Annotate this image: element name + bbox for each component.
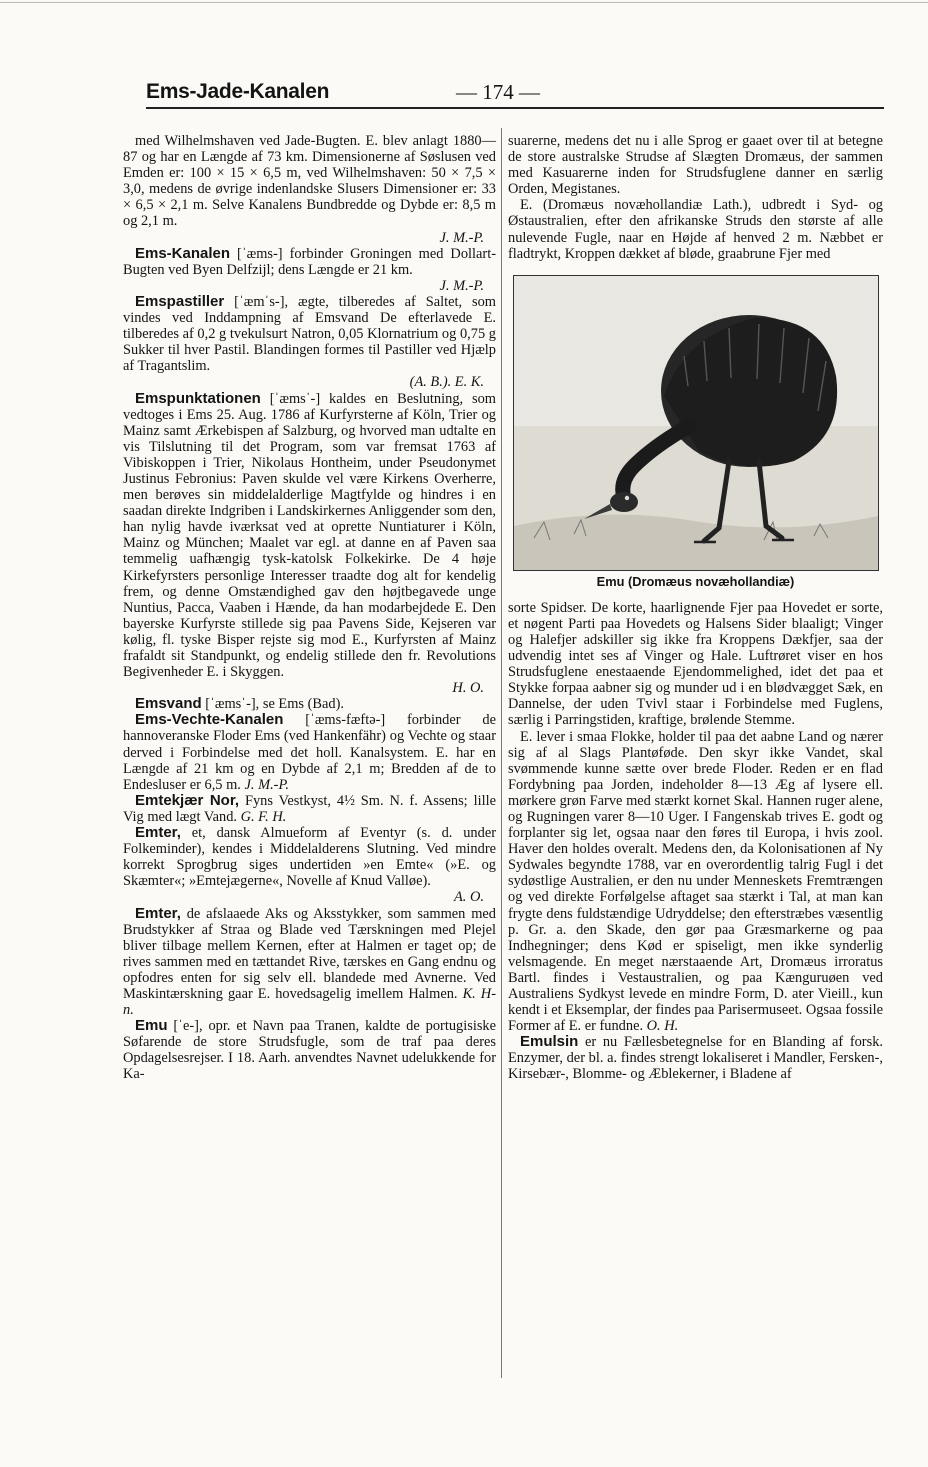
- entry-signature: (A. B.). E. K.: [409, 374, 484, 391]
- entry-paragraph: [123, 712, 496, 792]
- entry-paragraph: [508, 729, 883, 1035]
- entry-signature: G. F. H.: [237, 808, 287, 825]
- entry-headword: Emtekjær Nor,: [135, 791, 240, 809]
- left-column: [123, 133, 496, 1083]
- entry-text: sorte Spidser. De korte, haarlignende Fjer paa Hovedet er sorte, et nøgent Parti paa Hovedets og Halsens Sider blaaligt; Vinger og Halefjer adskiller sig ikke fra Kroppens Dækfjer, saa der udvendig intet ses af Vinger og Hale. Luftrøret viser en hos Strudsfuglene enestaaende Ejendommelighed, idet det paa et Stykke forpaa aabner sig og munder ud i en blødvægget Sæk, en Dannelse, der uden Tvivl staar i Forbindelse med Fuglens, særlig i Parringstiden, kraftige, brølende Stemme.: [508, 599, 883, 729]
- page-header: [146, 80, 884, 110]
- entry-text: med Wilhelmshaven ved Jade-Bugten. E. blev anlagt 1880—87 og har en Længde af 73 km. Dimensionerne af Søslusen ved Emden er: 100 × 15 × 6,5 m, ved Wilhelmshaven: 50 × 7,5 × 3,0, medens de øvrige indenlandske Slusers Dimensioner er: 33 × 6,5 × 2,1 m. Selve Kanalens Bundbredde og Dybde er: 8,5 m og 2,1 m.: [123, 133, 496, 230]
- entry-headword: Emspastiller: [135, 292, 225, 310]
- top-edge-rule: [0, 2, 928, 3]
- entry-headword: Ems-Kanalen: [135, 244, 231, 262]
- entry-headword: Ems-Vechte-Kanalen: [135, 711, 284, 729]
- entry-paragraph: [508, 600, 883, 729]
- right-column-bottom: [508, 600, 883, 1083]
- caption-text: Emu (Dromæus novæhollandiæ): [596, 573, 795, 589]
- entry-paragraph: [123, 793, 496, 825]
- entry-signature: H. O.: [452, 680, 484, 697]
- entry-paragraph: [123, 825, 496, 905]
- entry-text: [ˈæms-] forbinder Groningen med Dollart-Bugten ved Byen Delfzijl; dens Længde er 21 km.: [123, 245, 496, 278]
- entry-text: E. (Dromæus novæhollandiæ Lath.), udbredt i Syd- og Østaustralien, efter den afrikanske Struds den største af alle nulevende Fugle, naar en Højde af henved 2 m. Næbbet er fladtrykt, Kroppen dækket af bløde, graabrune Fjer med: [508, 197, 883, 262]
- entry-paragraph: [508, 1034, 883, 1082]
- emu-illustration: [513, 275, 879, 571]
- entry-paragraph: [123, 906, 496, 1019]
- entry-signature: O. H.: [643, 1018, 679, 1035]
- entry-paragraph: [123, 246, 496, 294]
- entry-signature: J. M.-P.: [439, 229, 484, 246]
- entry-headword: Emter,: [135, 824, 181, 842]
- right-column-top: [508, 133, 883, 262]
- entry-text: [ˈæmˈs-], ægte, tilberedes af Saltet, som vindes ved Inddampning af Emsvand De efterlavede E. tilberedes af 0,2 g tvekulsurt Natron, 0,05 Klornatrium og 0,75 g Sukker til hver Pastil. Blandingen formes til Pastiller ved Hjælp af Tragantslim.: [123, 293, 496, 375]
- entry-paragraph: [123, 294, 496, 391]
- entry-paragraph: [123, 1018, 496, 1082]
- entry-signature: K. H-n.: [123, 985, 496, 1019]
- entry-text: Fyns Vestkyst, 4½ Sm. N. f. Assens; lille Vig med lægt Vand.: [123, 792, 496, 825]
- entry-headword: Emspunktationen: [135, 389, 261, 407]
- entry-headword: Emulsin: [520, 1033, 579, 1051]
- entry-headword: Emter,: [135, 904, 181, 922]
- entry-headword: Emu: [135, 1017, 168, 1035]
- entry-text: suarerne, medens det nu i alle Sprog er gaaet over til at betegne de store australske Strudse af Slægten Dromæus, der sammen med Kasuarerne inden for Strudsfuglene danner en særlig Orden, Megistanes.: [508, 133, 883, 198]
- figure-caption: [508, 574, 883, 589]
- page-number: — 174 —: [456, 80, 540, 104]
- header-rule: [146, 107, 884, 109]
- running-head-title: Ems-Jade-Kanalen: [146, 80, 330, 103]
- entry-paragraph: [508, 133, 883, 197]
- entry-text: et, dansk Almueform af Eventyr (s. d. under Folkeminder), kendes i Middelalderens Slutning. Ved mindre korrekt Sprogbrug siges undertiden »en Emte« (»E. og Skæmter«; »Emtejægerne«, Novelle af Knud Valløe).: [123, 825, 496, 890]
- entry-headword: Emsvand: [135, 695, 202, 713]
- entry-text: [ˈæms-fæftə-] forbinder de hannoveranske Floder Ems (ved Hankenfähr) og Vechte og staar derved i Forbindelse med det holl. Kanalsystem. E. har en Længde af 21 km og en Dybde af 2,1 m; Bredden af de to Endesluser er 6,5 m.: [123, 712, 496, 793]
- entry-text: de afslaaede Aks og Aksstykker, som sammen med Brudstykker af Straa og Blade ved Tærskningen med Plejel bliver tilbage mellem Kernen, efter at Halmen er taget op; de rives sammen med en tættandet Rive, tærskes en Gang endnu og opfodres enten for sig selv ell. blandede med Avnerne. Ved Maskintærskning gaar E. hovedsagelig imellem Halmen.: [123, 905, 496, 1002]
- entry-paragraph: [123, 696, 496, 712]
- entry-text: E. lever i smaa Flokke, holder til paa det aabne Land og nærer sig af al Slags Plantøføde. Den skyr ikke Vandet, skal svømmende kunne sætte over brede Floder. Reden er en flad Fordybning paa Jorden, indeholder 8—13 Æg af lysere ell. mørkere grøn Farve med stærkt kornet Skal. Hannen ruger alene, og Rugningen varer 8—10 Uger. I Fangenskab trives E. godt og forplanter sig let, ogsaa naar den føres til Europa, i hvis zool. Haver den holdes overalt. Medens den, da Kolonisationen af Ny Sydwales begyndte 1788, var en overordentlig talrig Fugl i det sydøstlige Australien, er den nu under Menneskets Fremtrængen og ved direkte Forfølgelse aftaget saa stærkt i Tal, at man kan frygte dens fuldstændige Udryddelse; den efterstræbes væsentlig p. Gr. a. den Skade, den gør paa Græsmarkerne og paa Indhegninger; dens Kød er spiseligt, men ikke synderlig velsmagende. En meget nærstaaende Art, Dromæus irroratus Bartl. findes i Vestaustralien, og paa Kænguruøen ved Australiens Sydkyst levede en mindre Form, D. ater Vieill., kun kendt i et Eksemplar, der findes paa Parisermuseet. Ogsaa fossile Former af E. er fundne.: [508, 728, 883, 1035]
- entry-text: [ˈe-], opr. et Navn paa Tranen, kaldte de portugisiske Søfarende de store Strudsfugle, som de traf paa deres Opdagelsesrejser. I 18. Aarh. anvendtes Navnet udelukkende for Ka-: [123, 1018, 496, 1083]
- right-column: [508, 133, 883, 1083]
- entry-signature: J. M.-P.: [240, 776, 289, 793]
- entry-paragraph: [123, 391, 496, 697]
- entry-text: [ˈæmsˈ-] kaldes en Beslutning, som vedtoges i Ems 25. Aug. 1786 af Kurfyrsterne af Köln, Trier og Mainz samt Ærkebispen af Salzburg, og hvorved man udtalte en vis Tilslutning til det Program, som var fremsat 1763 af Vibiskoppen i Trier, Nikolaus Hontheim, under Pseudonymet Justinus Febronius: Paven skulde vel være Kirkens Overherre, men berøves sin middelalderlige Magtfylde og hindres i en saadan direkte Indgriben i Landskirkernes Anliggender som den, han nylig havde iværksat ved at oprette Nuntiaturer i Köln, Mainz og München; Maalet var egl. at danne en af Paven saa temmelig uafhængig tysk-katolsk Folkekirke. De 4 høje Kirkefyrsters personlige Interesser traadte dog alt for kendelig frem, og denne Omstændighed gav den højtbegavede unge Nuntius, Pacca, Vaaben i Hænde, da han modarbejdede E. Den bayerske Kurfyrste stillede sig paa Pavens Side, Kejseren var kølig, fl. tyske Bisper rejste sig mod E., Kurfyrsten af Mainz frafaldt sit Standpunkt, og endelig stillede den fr. Revolutions Begivenheder E. i Skyggen.: [123, 390, 496, 681]
- column-divider: [501, 128, 502, 1378]
- figure: [508, 275, 883, 589]
- entry-text: er nu Fællesbetegnelse for en Blanding af forsk. Enzymer, der bl. a. findes strengt lokaliseret i Mandler, Fersken-, Kirsebær-, Blomme- og Æblekerner, i Bladene af: [508, 1034, 883, 1083]
- entry-paragraph: [508, 197, 883, 261]
- entry-paragraph: [123, 133, 496, 246]
- entry-text: [ˈæmsˈ-], se Ems (Bad).: [201, 696, 344, 713]
- entry-signature: A. O.: [454, 889, 484, 906]
- entry-signature: J. M.-P.: [439, 277, 484, 294]
